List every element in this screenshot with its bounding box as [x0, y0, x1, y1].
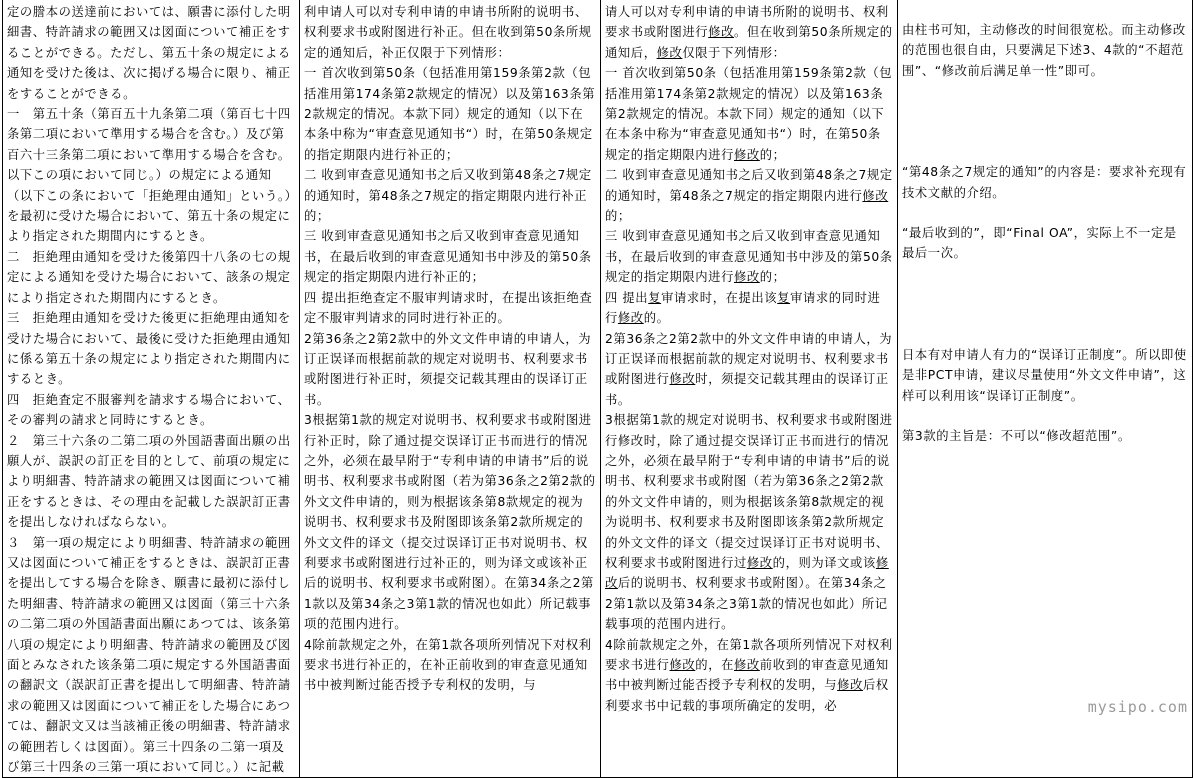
- text-segment: 时，须提交记载其理由的误译订正书。: [605, 372, 889, 407]
- underlined-term: 复: [648, 290, 662, 305]
- cn-revised-paragraph: [605, 288, 893, 329]
- cn-revised-paragraph: [605, 165, 893, 226]
- jp-paragraph: 四 拒絶査定不服審判を請求する場合において、その審判の請求と同時にするとき。: [7, 392, 291, 428]
- chinese-revised-cell: [601, 0, 898, 778]
- jp-paragraph: 定の謄本の送達前においては、願書に添付した明細書、特許請求の範囲又は図面について補正をすることができる。ただし、第五十条の規定による通知を受けた後は、次に掲げる場合に限り、補正をすることができる。: [7, 5, 291, 101]
- cn-paragraph: 2第36条之2第2款中的外文文件申请的申请人，为订正误译而根据前款的规定对说明书、权利要求书或附图进行补正时，须提交记载其理由的误译订正书。: [304, 331, 592, 407]
- underlined-term: 修改: [733, 147, 760, 162]
- jp-paragraph: ２ 第三十六条の二第二項の外国語書面出願の出願人が、誤訳の訂正を目的として、前項の規定により明細書、特許請求の範囲又は図面について補正をするときは、その理由を記載した誤訳訂正書を提出しなければならない。: [7, 433, 291, 530]
- jp-paragraph: 一 第五十条（第百五十九条第二項（第百七十四条第二項において準用する場合を含む。）及び第百六十三条第二項において準用する場合を含む。以下この項において同じ。）の規定による通知（以下この条において「拒絶理由通知」という。）を最初に受けた場合において、第五十条の規定により指定された期間内にするとき。: [7, 107, 292, 244]
- notes-cell: [898, 0, 1193, 778]
- text-segment: 的，在: [695, 658, 734, 672]
- underlined-term: 修改: [669, 372, 696, 387]
- underlined-term: 修改: [733, 270, 760, 285]
- cn-paragraph: 一 首次收到第50条（包括准用第159条第2款（包括准用第174条第2款规定的情况）以及第163条第2款规定的情况。本款下同）规定的通知（以下在本条中称为“审查意见通知书“）时，在第50条规定的指定期限内进行补正的；: [304, 66, 596, 162]
- text-segment: 三 收到审查意见通知书之后又收到审查意见通知书，在最后收到的审查意见通知书中涉及的第50条规定的指定期限内进行: [605, 229, 893, 285]
- cn-revised-paragraph: [605, 410, 893, 634]
- text-segment: 审请求时，在提出该: [661, 290, 778, 305]
- underlined-term: 修改: [862, 188, 889, 203]
- underlined-term: 修改: [734, 658, 760, 672]
- text-segment: 的；: [759, 147, 786, 162]
- underlined-term: 修改: [746, 555, 773, 570]
- text-segment: 2第36条之2第2款中的外文文件申请的申请人，为订正误译而根据前款的规定对说明书、权利要求书或附图进行: [605, 331, 893, 387]
- text-segment: 3根据第1款的规定对说明书、权利要求书或附图进行修改时，除了通过提交误译订正书而进行的情况之外，必须在最早附于“专利申请的申请书”后的说明书、权利要求书或附图（若为第36条之2第2款的外文文件申请的，则为根据该条第8款规定的视为说明书、权利要求书及附图即该条第2款所规定的外文文件的译文（提交过误译订正书对说明书、权利要求书或附图进行过: [605, 413, 893, 570]
- cn-paragraph: 4除前款规定之外，在第1款各项所列情况下对权利要求书进行补正的，在补正前收到的审查意见通知书中被判断过能否授予专利权的发明，与: [304, 637, 592, 693]
- text-segment: 请人可以对专利申请的申请书所附的说明书、权利要求书或附图进行: [605, 5, 889, 40]
- underlined-term: 修改: [708, 25, 734, 40]
- jp-paragraph: 三 拒絶理由通知を受けた後更に拒絶理由通知を受けた場合において、最後に受けた拒絶理由通知に係る第五十条の規定により指定された期間内にするとき。: [7, 311, 291, 387]
- text-segment: 前收到的审查意见通知书中被判断过能否授予专利权的发明，与: [605, 658, 889, 693]
- note-paragraph: 由柱书可知，主动修改的时间很宽松。而主动修改的范围也很自由，只要满足下述3、4款的“不超范围”、“修改前后满足单一性”即可。: [902, 23, 1186, 78]
- japanese-original-cell: [3, 0, 300, 778]
- cn-revised-paragraph: [605, 635, 893, 717]
- text-segment: 一 首次收到第50条（包括准用第159条第2款（包括准用第174条第2款规定的情况）以及第163条第2款规定的情况。本款下同）规定的通知（以下在本条中称为“审查意见通知书“）时，在第50条规定的指定期限内进行: [605, 66, 893, 162]
- cn-revised-paragraph: [605, 226, 893, 287]
- underlined-term: 修改: [605, 555, 889, 591]
- text-segment: 的；: [605, 209, 631, 224]
- cn-revised-paragraph: [605, 2, 893, 63]
- chinese-translation-cell: [300, 0, 601, 778]
- text-segment: 二 收到审查意见通知书之后又收到第48条之7规定的通知时，第48条之7规定的指定期限内进行: [605, 168, 893, 203]
- underlined-term: 修改: [669, 658, 696, 672]
- comparison-table: [2, 0, 1193, 778]
- note-paragraph: “第48条之7规定的通知”的内容是：要求补充现有技术文献的介绍。: [902, 165, 1187, 200]
- watermark: mysipo.com: [1087, 698, 1188, 716]
- text-segment: 的，则为译文或该: [772, 555, 876, 570]
- text-segment: 的。: [643, 311, 670, 326]
- text-segment: 仅限于下列情形：: [682, 45, 786, 60]
- text-segment: 后的说明书、权利要求书或附图）。在第34条之2第1款以及第34条之3第1款的情况也如此）所记载事项的范围内进行。: [605, 576, 888, 632]
- jp-paragraph: 二 拒絶理由通知を受けた後第四十八条の七の規定による通知を受けた場合において、該条の規定により指定された期間内にするとき。: [7, 249, 291, 305]
- underlined-term: 修改: [837, 678, 863, 693]
- text-segment: 。但在收到第50条所规定的通知后，: [605, 25, 893, 60]
- underlined-term: 复: [777, 290, 791, 305]
- jp-paragraph: ３ 第一項の規定により明細書、特許請求の範囲又は図面について補正をするときは、誤訳訂正書を提出してする場合を除き、願書に最初に添付した明細書、特許請求の範囲又は図面（第三十六条の二第二項の外国語書面出願にあつては、该条第八項の規定により明細書、特許請求の範囲及び図面とみなされた该条第二項に規定する外国語書面の翻訳文（誤訳訂正書を提出して明細書、特許請求の範囲又は図面について補正をした場合にあつては、翻訳文又は当該補正後の明細書、特許請求の範囲若しくは図面）。第三十四条の二第一項及び第三十四条の三第一項において同じ。）に記載: [7, 535, 291, 775]
- cn-revised-paragraph: [605, 63, 893, 165]
- cn-paragraph: 利申请人可以对专利申请的申请书所附的说明书、权利要求书或附图进行补正。但在收到第50条所规定的通知后，补正仅限于下列情形：: [304, 5, 592, 60]
- cn-paragraph: 四 提出拒绝查定不服审判请求时，在提出该拒绝查定不服审判请求的同时进行补正的。: [304, 290, 593, 326]
- cn-paragraph: 二 收到审查意见通知书之后又收到第48条之7规定的通知时，第48条之7规定的指定期限内进行补正的；: [304, 168, 592, 224]
- text-segment: 四 提出: [605, 290, 649, 305]
- cn-paragraph: 3根据第1款的规定对说明书、权利要求书或附图进行补正时，除了通过提交误译订正书而进行的情况之外，必须在最早附于“专利申请的申请书”后的说明书、权利要求书或附图（若为第36条之2第2款的外文文件申请的，则为根据该条第8款规定的视为说明书、权利要求书及附图即该条第2款所规定的外文文件的译文（提交过误译订正书对说明书、权利要求书或附图进行过补正的，则为译文或该补正后的说明书、权利要求书或附图）。在第34条之2第1款以及第34条之3第1款的情况也如此）所记载事项的范围内进行。: [304, 413, 596, 632]
- text-segment: 的；: [759, 270, 786, 285]
- underlined-term: 修改: [656, 45, 683, 60]
- text-segment: 4除前款规定之外，在第1款各项所列情况下对权利要求书进行: [605, 637, 893, 672]
- cn-revised-paragraph: [605, 329, 893, 411]
- underlined-term: 修改: [617, 311, 644, 326]
- text-segment: 后权利要求书中记载的事项所确定的发明，必: [605, 678, 889, 713]
- note-paragraph: “最后收到的”，即“Final OA”，实际上不一定是最后一次。: [902, 226, 1177, 261]
- table-row: [3, 0, 1193, 778]
- note-paragraph: 第3款的主旨是：不可以“修改超范围”。: [902, 429, 1131, 444]
- text-segment: 审请求的同时进行: [605, 290, 881, 326]
- note-paragraph: 日本有对申请人有力的“误译订正制度”。所以即使是非PCT申请，建议尽量使用“外文文件申请”，这样可以利用该“误译订正制度”。: [902, 347, 1187, 403]
- cn-paragraph: 三 收到审查意见通知书之后又收到审查意见通知书，在最后收到的审查意见通知书中涉及的第50条规定的指定期限内进行补正的；: [304, 229, 592, 285]
